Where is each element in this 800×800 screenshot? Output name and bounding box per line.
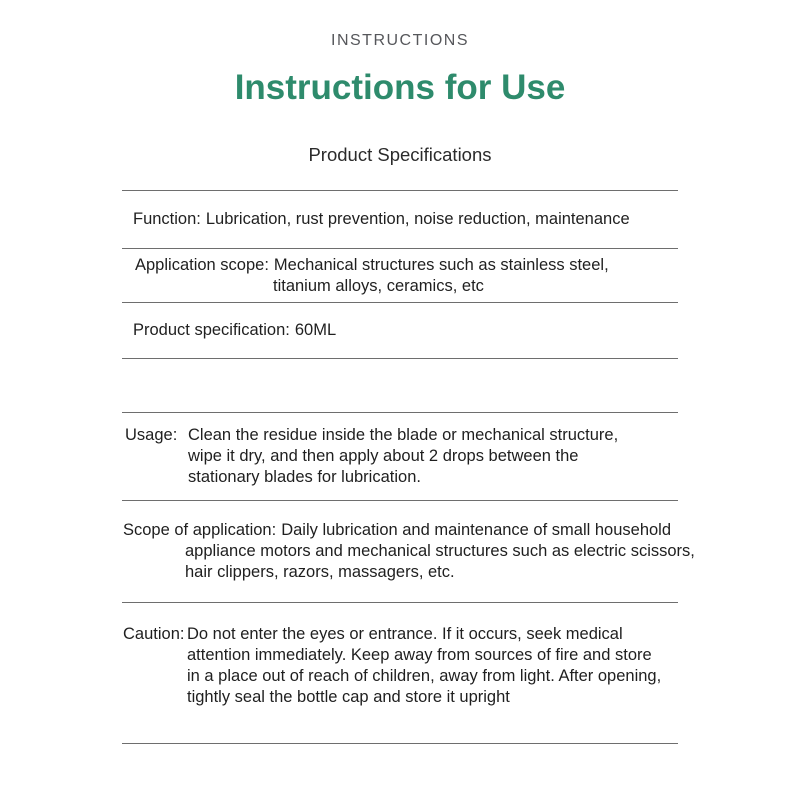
spec-line: in a place out of reach of children, away from light. After opening, bbox=[187, 667, 662, 685]
spec-row-function bbox=[122, 190, 678, 248]
page-title: Instructions for Use bbox=[234, 68, 566, 107]
spec-line bbox=[122, 425, 678, 446]
spec-line bbox=[122, 520, 678, 541]
spec-line bbox=[122, 320, 678, 341]
spec-label-scope-of-application: Scope of application: bbox=[123, 521, 277, 539]
spec-label-product-specification: Product specification: bbox=[133, 321, 290, 339]
spec-line bbox=[122, 255, 678, 276]
spec-row-usage bbox=[122, 412, 678, 500]
spec-line: appliance motors and mechanical structures such as electric scissors, bbox=[185, 542, 695, 560]
spec-value-usage: Clean the residue inside the blade or mechanical structure, bbox=[188, 426, 619, 444]
spec-label-application-scope: Application scope: bbox=[135, 255, 269, 274]
spec-value-product-specification: 60ML bbox=[294, 321, 337, 339]
spec-row-empty bbox=[122, 358, 678, 412]
spec-line: stationary blades for lubrication. bbox=[188, 468, 421, 486]
spec-line: titanium alloys, ceramics, etc bbox=[273, 276, 484, 295]
spec-row-scope-of-application bbox=[122, 500, 695, 602]
spec-row-product-specification bbox=[122, 302, 678, 358]
eyebrow-title: INSTRUCTIONS bbox=[331, 32, 469, 49]
spec-label-caution: Caution: bbox=[123, 625, 185, 643]
spec-line: wipe it dry, and then apply about 2 drops between the bbox=[188, 447, 579, 465]
spec-line bbox=[122, 624, 678, 645]
spec-row-application-scope bbox=[122, 248, 678, 302]
spec-table bbox=[122, 190, 695, 744]
spec-value-application-scope: Mechanical structures such as stainless steel, bbox=[273, 255, 609, 274]
spec-line: tightly seal the bottle cap and store it upright bbox=[187, 688, 510, 706]
section-subtitle: Product Specifications bbox=[308, 144, 492, 165]
spec-value-scope-of-application: Daily lubrication and maintenance of small household bbox=[281, 521, 672, 539]
spec-value-caution: Do not enter the eyes or entrance. If it occurs, seek medical bbox=[187, 625, 623, 643]
spec-line: attention immediately. Keep away from sources of fire and store bbox=[187, 646, 652, 664]
spec-value-function: Lubrication, rust prevention, noise reduction, maintenance bbox=[205, 210, 630, 228]
spec-row-caution bbox=[122, 602, 678, 743]
spec-label-function: Function: bbox=[133, 210, 201, 228]
spec-label-usage: Usage: bbox=[125, 426, 178, 444]
spec-line bbox=[122, 209, 678, 230]
spec-line: hair clippers, razors, massagers, etc. bbox=[185, 563, 455, 581]
